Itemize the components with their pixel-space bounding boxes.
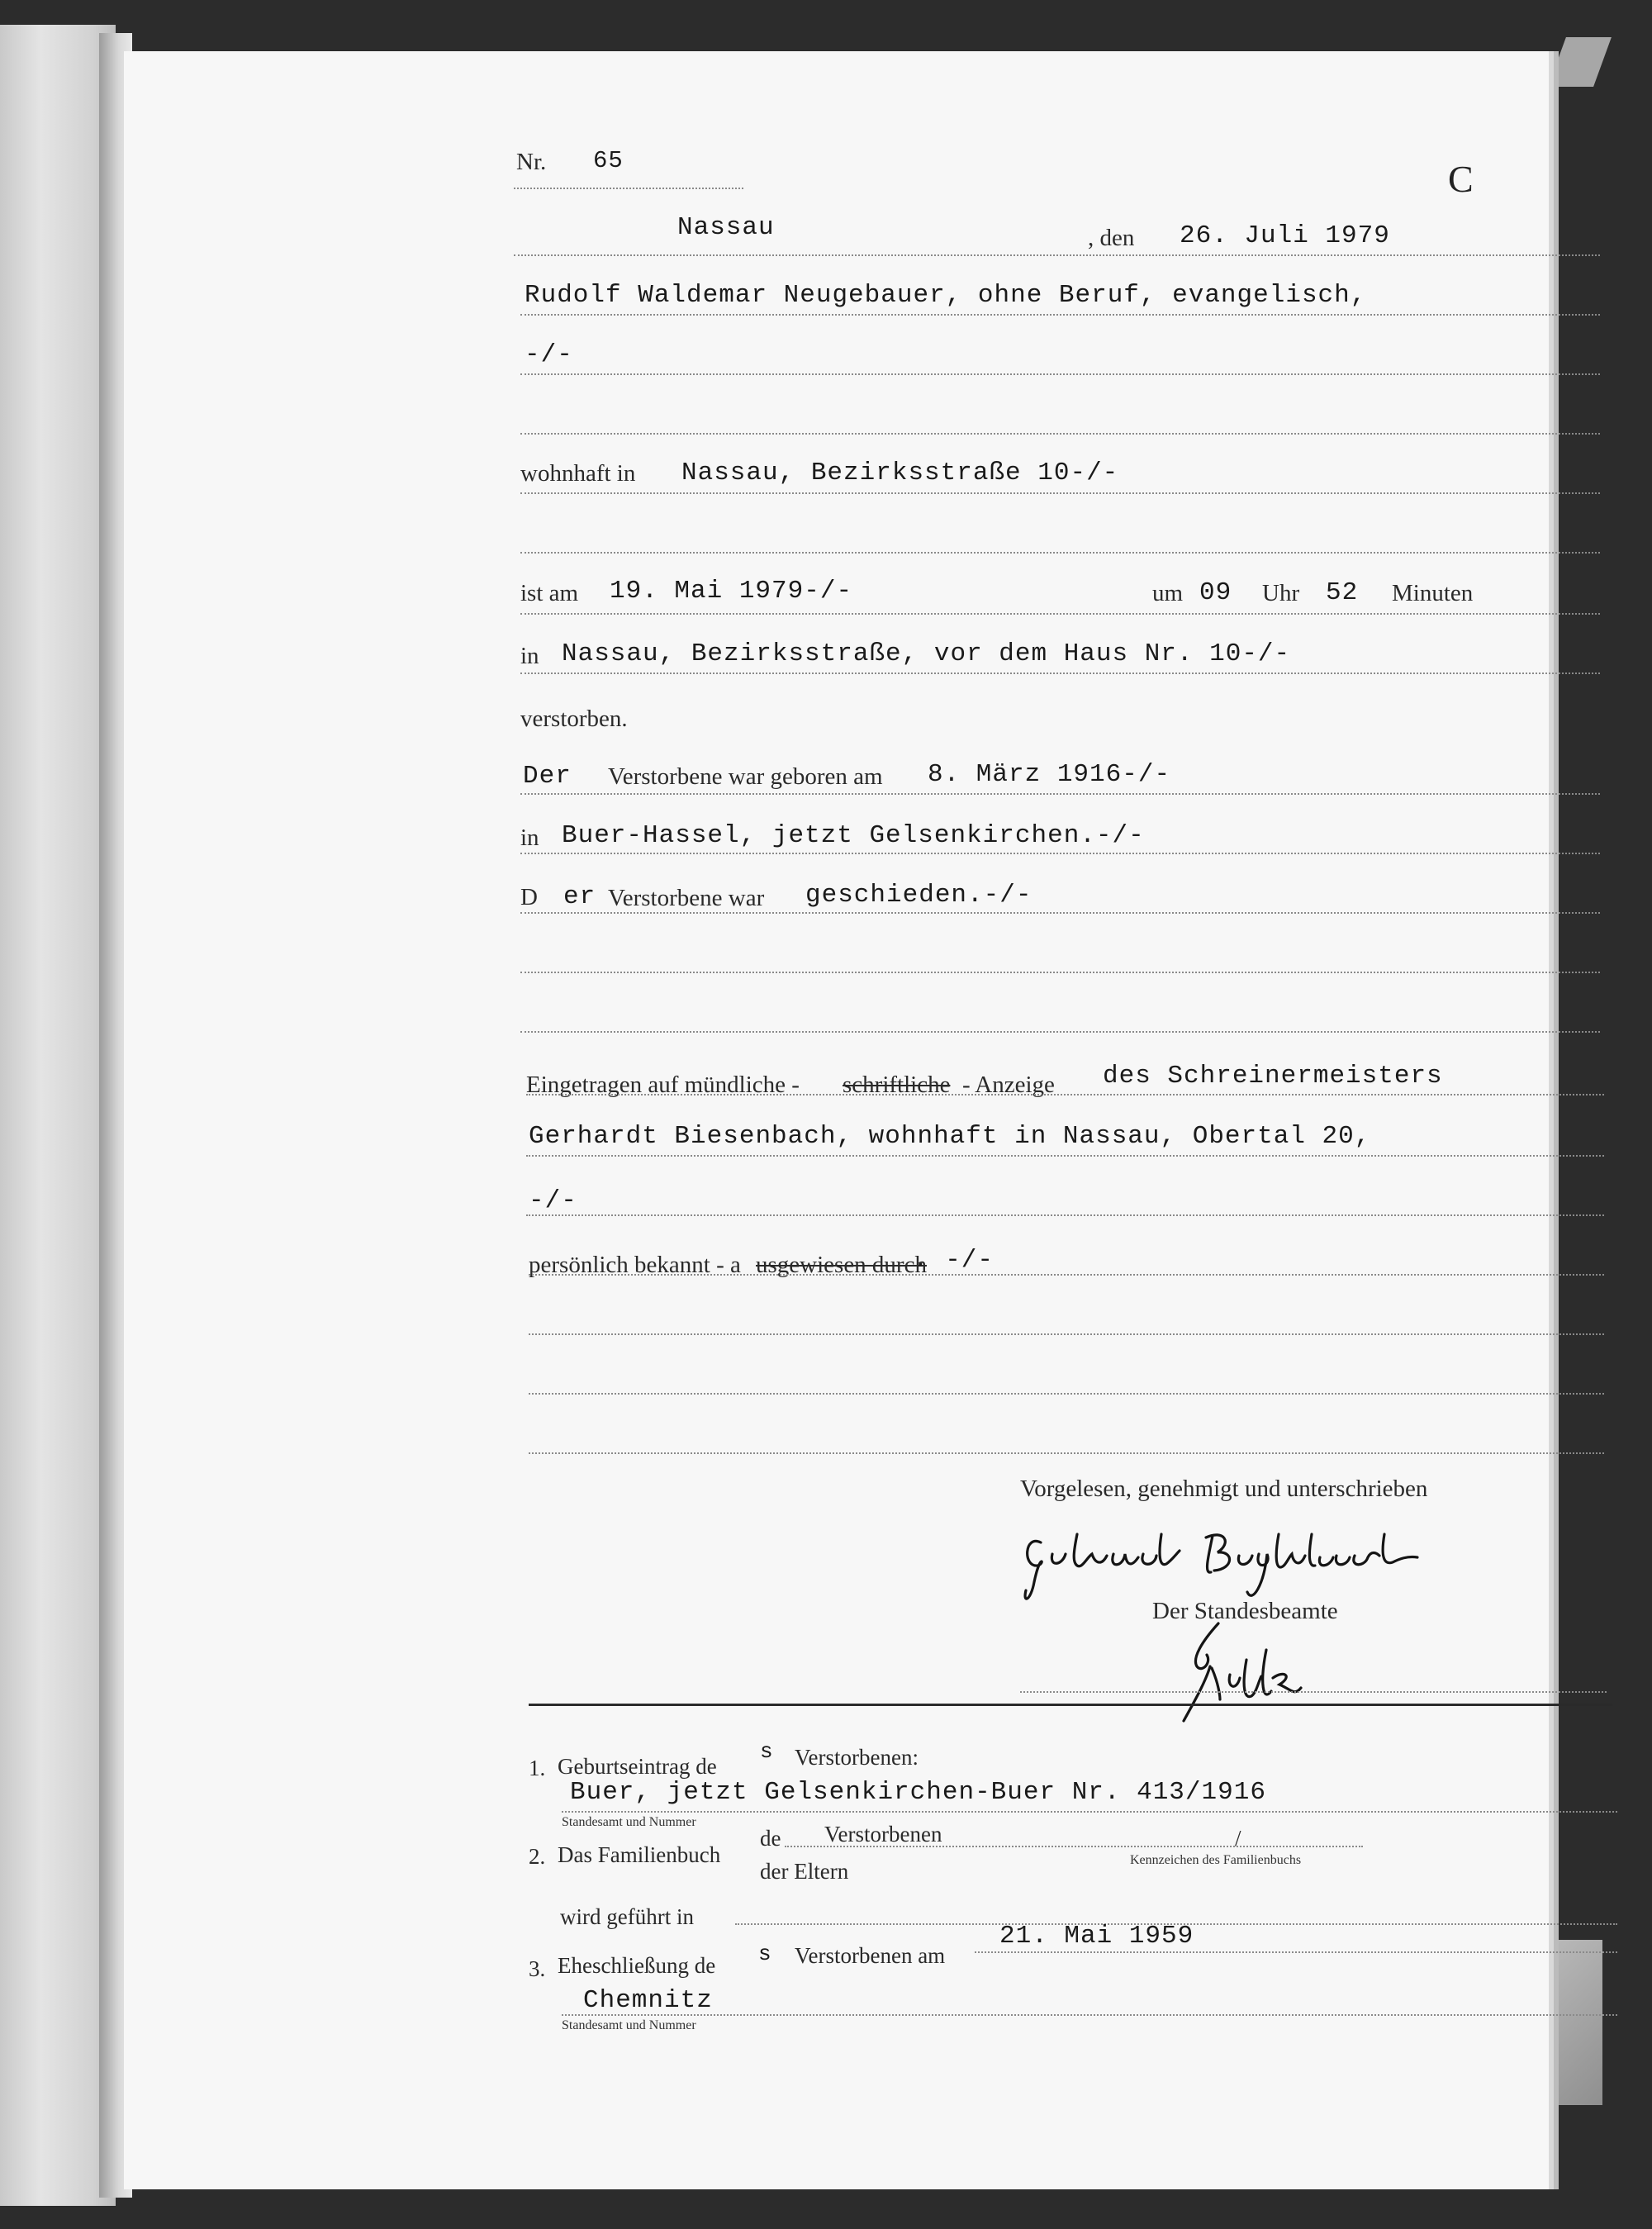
residence-value: Nassau, Bezirksstraße 10-/-: [681, 459, 1119, 487]
informant-title: des Schreinermeisters: [1103, 1062, 1443, 1091]
marriage-date: 21. Mai 1959: [999, 1922, 1194, 1951]
family-book-slash: /: [1235, 1826, 1241, 1851]
blank-line-7: [529, 1452, 1604, 1454]
known-line: [529, 1274, 1604, 1276]
family-book-label: Das Familienbuch: [558, 1842, 721, 1867]
footnote-separator: [529, 1704, 1612, 1706]
residence-label: wohnhaft in: [520, 460, 636, 487]
blank-line-1: [520, 433, 1600, 435]
registrar-signature: [1169, 1617, 1351, 1732]
family-book-value: Verstorbenen: [824, 1822, 942, 1846]
birth-entry-line: [562, 1811, 1617, 1813]
death-hour: 09: [1199, 578, 1232, 607]
birth-entry-s: s: [760, 1739, 774, 1764]
filler-1: -/-: [525, 340, 573, 369]
minuten-label: Minuten: [1392, 580, 1474, 606]
registration-date: 26. Juli 1979: [1180, 221, 1390, 250]
birth-place: Buer-Hassel, jetzt Gelsenkirchen.-/-: [562, 821, 1145, 850]
marriage-suffix: Verstorbenen am: [795, 1943, 946, 1968]
family-book-parents: der Eltern: [760, 1859, 849, 1884]
birth-entry-suffix: Verstorbenen:: [795, 1745, 919, 1770]
book-corner-top: [1548, 37, 1612, 87]
birth-place-line: [520, 853, 1600, 854]
birth-entry-value: Buer, jetzt Gelsenkirchen-Buer Nr. 413/1916: [570, 1778, 1266, 1807]
report-label-end: - Anzeige: [962, 1072, 1055, 1098]
kennzeichen-label: Kennzeichen des Familienbuchs: [1130, 1853, 1302, 1867]
report-struck: schriftliche: [843, 1072, 951, 1098]
filler-line-1: [520, 373, 1600, 375]
der-typed: Der: [523, 762, 572, 791]
informant-details: Gerhardt Biesenbach, wohnhaft in Nassau, Obertal 20,: [529, 1122, 1371, 1151]
known-label: persönlich bekannt - a: [529, 1252, 741, 1278]
read-approved-label: Vorgelesen, genehmigt und unterschrieben: [1020, 1476, 1428, 1502]
left-page-edge: [0, 25, 116, 2206]
marriage-place: Chemnitz: [583, 1986, 713, 2015]
known-struck: usgewiesen durch: [756, 1252, 927, 1278]
um-label: um: [1152, 580, 1184, 606]
marriage-date-line: [975, 1951, 1617, 1953]
family-book-line: [785, 1846, 1363, 1847]
birth-label: Verstorbene war geboren am: [608, 763, 883, 790]
book-corner-bottom: [1557, 1940, 1602, 2105]
name-line: [520, 314, 1600, 316]
standesamt-label: Standesamt und Nummer: [562, 1815, 696, 1829]
registrar-label: Der Standesbeamte: [1152, 1598, 1338, 1624]
family-book-de: de: [760, 1826, 781, 1851]
status-er-typed: er: [563, 882, 596, 911]
marriage-s: s: [758, 1941, 772, 1966]
footnote-2-number: 2.: [529, 1844, 546, 1869]
death-place: Nassau, Bezirksstraße, vor dem Haus Nr. 10-/-: [562, 639, 1291, 668]
filler-2: -/-: [529, 1186, 577, 1215]
blank-line-5: [529, 1333, 1604, 1335]
blank-line-4: [520, 1031, 1600, 1033]
status-label: Verstorbene war: [608, 885, 765, 911]
birth-place-label: in: [520, 825, 539, 851]
report-line-3: [526, 1214, 1604, 1216]
birth-date: 8. März 1916-/-: [928, 760, 1171, 789]
birth-entry-label: Geburtseintrag de: [558, 1754, 717, 1779]
nr-label: Nr.: [516, 149, 547, 175]
birth-date-line: [520, 793, 1600, 795]
death-date: 19. Mai 1979-/-: [610, 577, 853, 606]
report-line-1: [526, 1094, 1604, 1095]
signature-line: [1020, 1691, 1607, 1693]
death-date-line: [520, 613, 1600, 615]
verstorben-label: verstorben.: [520, 706, 628, 732]
standesamt-label-2: Standesamt und Nummer: [562, 2018, 696, 2032]
uhr-label: Uhr: [1262, 580, 1300, 606]
den-label: , den: [1088, 225, 1135, 251]
marital-status: geschieden.-/-: [805, 881, 1032, 910]
register-page: [124, 51, 1549, 2189]
footnote-1-number: 1.: [529, 1756, 546, 1780]
death-place-line: [520, 673, 1600, 674]
blank-line-2: [520, 552, 1600, 554]
death-minutes: 52: [1326, 578, 1359, 607]
death-date-label: ist am: [520, 580, 579, 606]
blank-line-6: [529, 1393, 1604, 1395]
death-place-label: in: [520, 643, 539, 669]
marriage-label: Eheschließung de: [558, 1953, 716, 1978]
informant-signature: [1016, 1518, 1479, 1609]
marriage-place-line: [562, 2014, 1617, 2016]
nr-value: 65: [593, 147, 624, 174]
kept-in-label: wird geführt in: [560, 1904, 694, 1929]
status-d: D: [520, 884, 538, 910]
known-typed: . -/-: [913, 1246, 995, 1275]
report-line-2: [526, 1155, 1604, 1157]
status-line: [520, 912, 1600, 914]
deceased-name: Rudolf Waldemar Neugebauer, ohne Beruf, evangelisch,: [525, 281, 1367, 310]
nr-line: [514, 188, 743, 189]
footnote-3-number: 3.: [529, 1956, 546, 1981]
blank-line-3: [520, 972, 1600, 973]
place-of-registration: Nassau: [677, 213, 775, 242]
date-line: [514, 254, 1600, 256]
corner-letter: C: [1448, 158, 1474, 200]
residence-line: [520, 492, 1600, 494]
report-label-start: Eingetragen auf mündliche -: [526, 1072, 800, 1098]
